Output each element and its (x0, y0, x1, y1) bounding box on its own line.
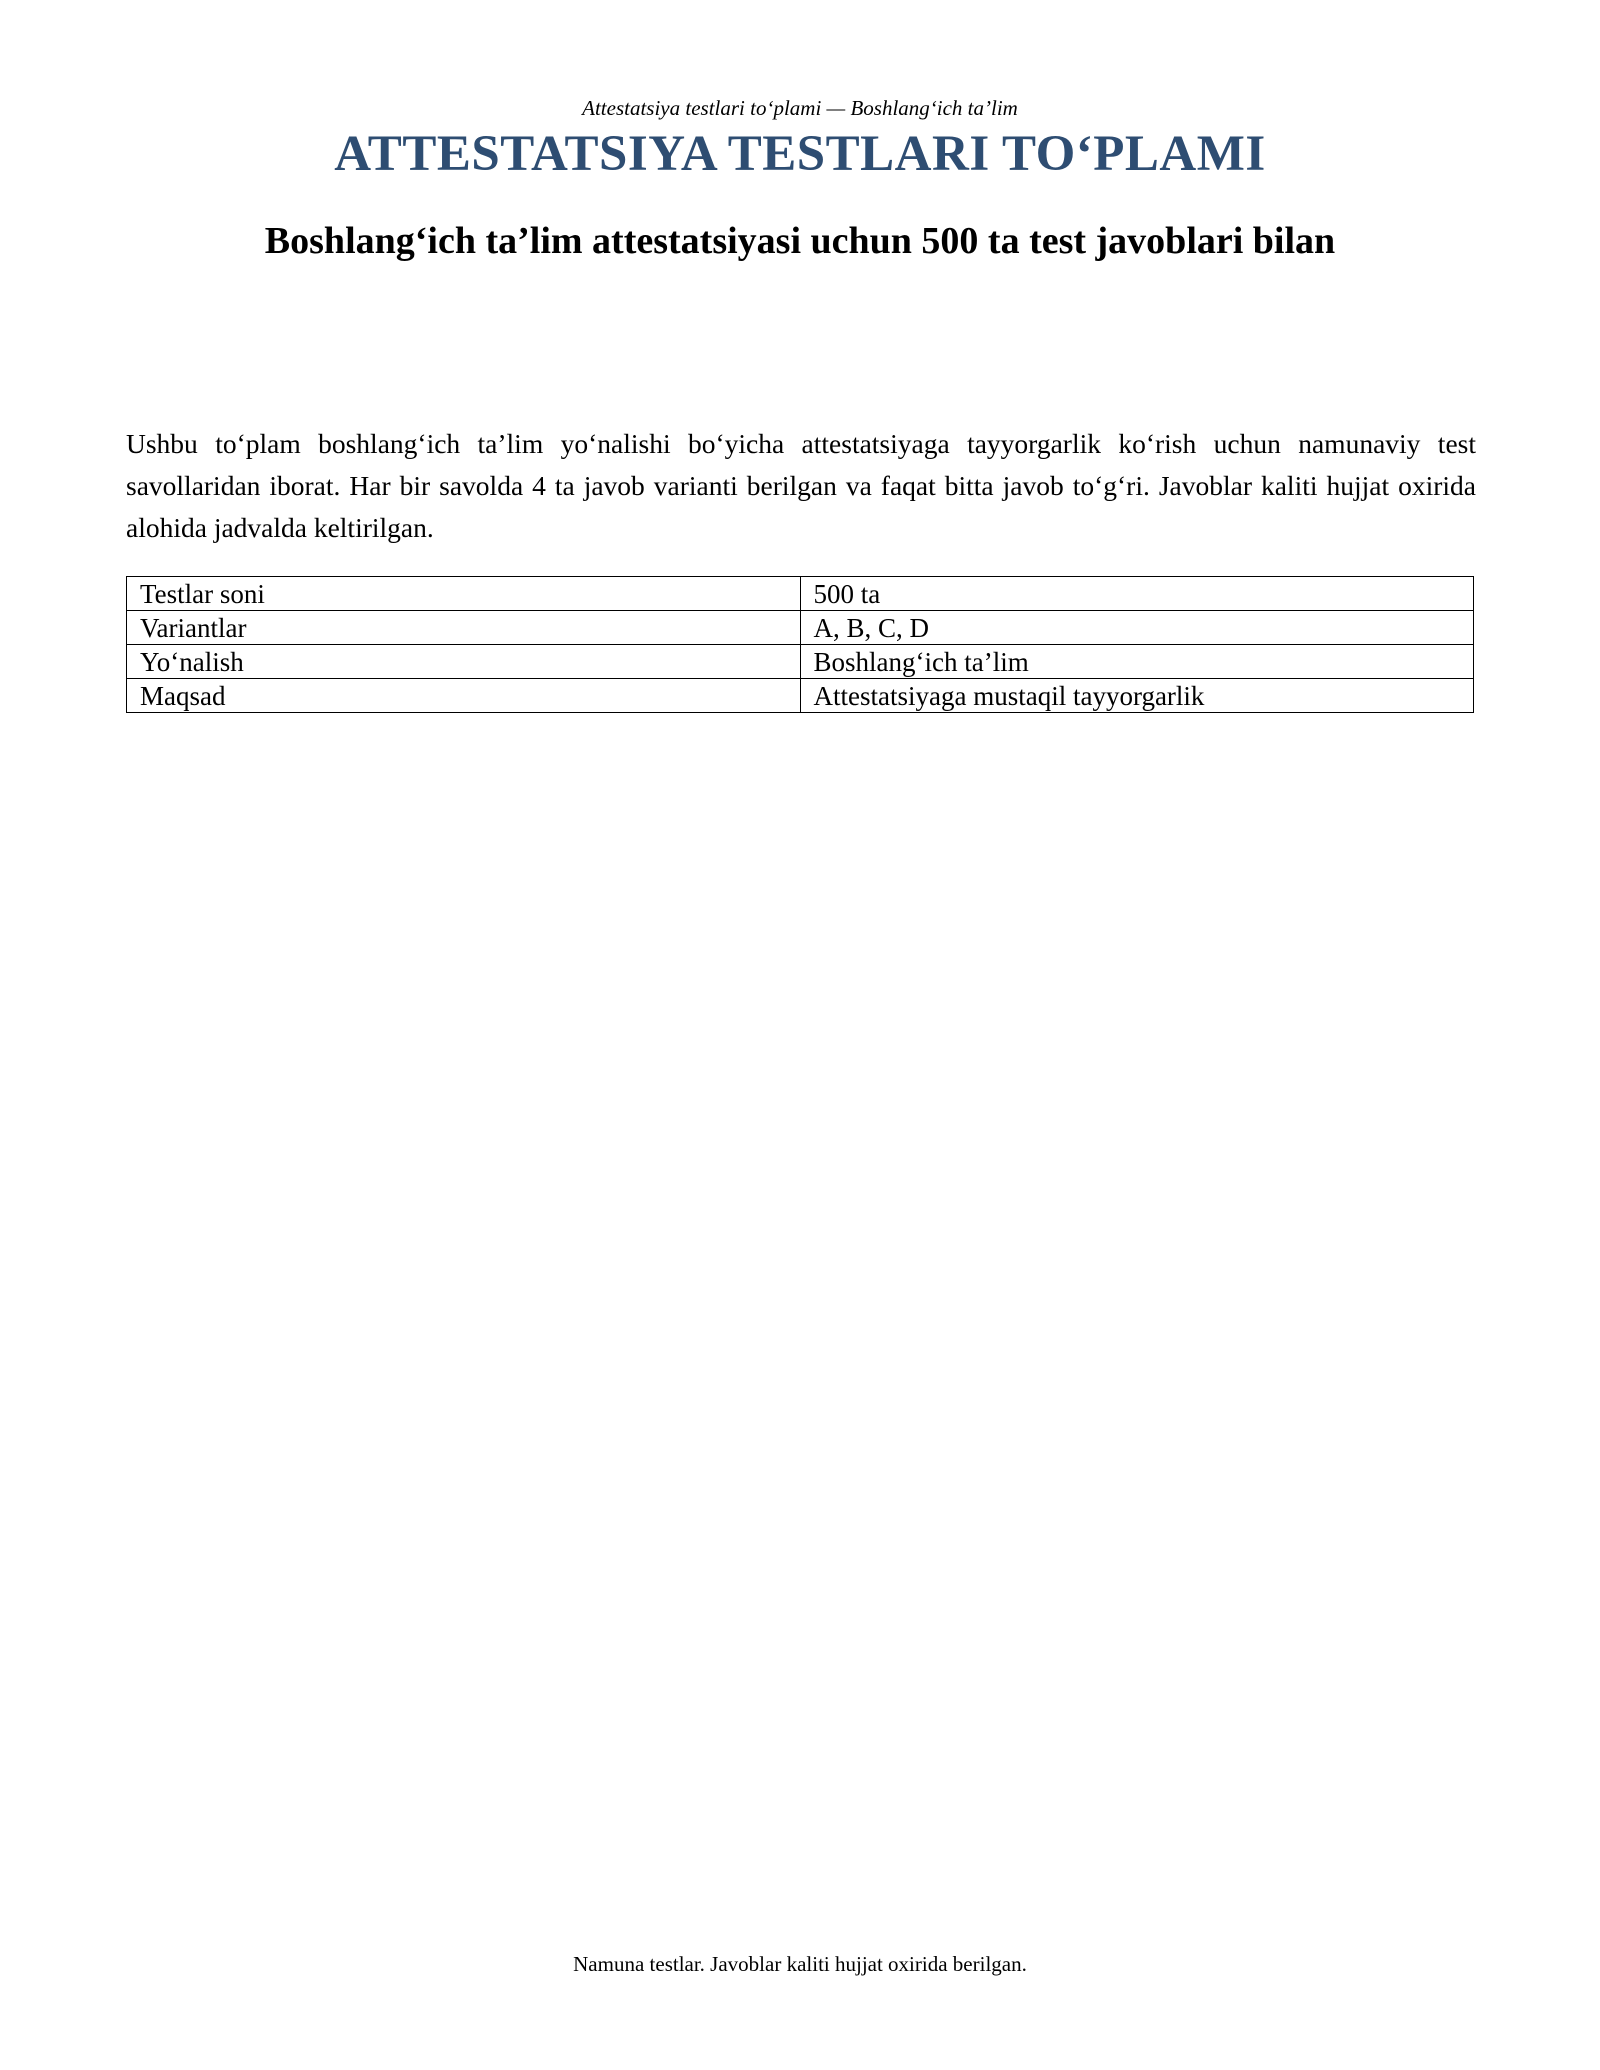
footer-note: Namuna testlar. Javoblar kaliti hujjat oxirida berilgan. (573, 1952, 1027, 1976)
table-cell-label: Variantlar (127, 611, 801, 645)
document-subtitle: Boshlang‘ich ta’lim attestatsiyasi uchun 500 ta test javoblari bilan (264, 220, 1336, 262)
running-header: Attestatsiya testlari to‘plami — Boshlang‘ich ta’lim (582, 96, 1018, 120)
table-cell-label: Testlar soni (127, 577, 801, 611)
table-row (127, 611, 1474, 645)
table-cell-value: 500 ta (800, 577, 1474, 611)
document-title: ATTESTATSIYA TESTLARI TO‘PLAMI (334, 126, 1266, 182)
table-cell-value: Boshlang‘ich ta’lim (800, 645, 1474, 679)
table-row (127, 577, 1474, 611)
table-cell-label: Yo‘nalish (127, 645, 801, 679)
intro-paragraph: Ushbu to‘plam boshlang‘ich ta’lim yo‘nalishi bo‘yicha attestatsiyaga tayyorgarlik ko‘rish uchun namunaviy test savollaridan iborat. Har bir savolda 4 ta javob varianti berilgan va faqat bitta javob to‘g‘ri. Javoblar kaliti hujjat oxirida alohida jadvalda keltirilgan. (126, 428, 1476, 543)
info-table (126, 576, 1474, 713)
table-cell-label: Maqsad (127, 679, 801, 713)
table-cell-value: Attestatsiyaga mustaqil tayyorgarlik (800, 679, 1474, 713)
table-row (127, 679, 1474, 713)
table-row (127, 645, 1474, 679)
table-cell-value: A, B, C, D (800, 611, 1474, 645)
